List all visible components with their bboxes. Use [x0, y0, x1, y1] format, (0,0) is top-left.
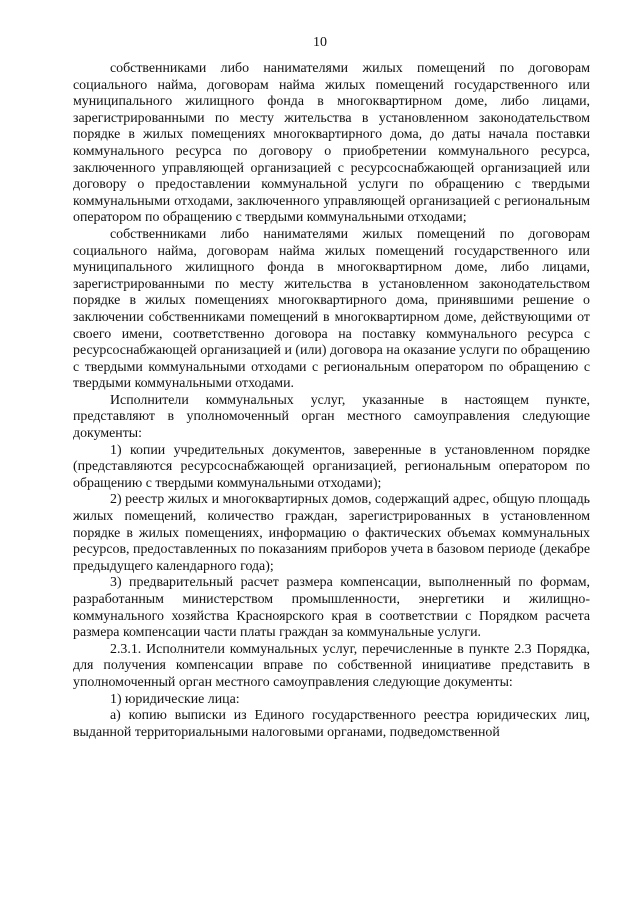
list-item-registry-extract: а) копию выписки из Единого государственного реестра юридических лиц, выданной территориальными налоговыми органами, подведомственной — [73, 708, 590, 740]
document-body — [73, 61, 590, 741]
paragraph-section-2-3-1: 2.3.1. Исполнители коммунальных услуг, перечисленные в пункте 2.3 Порядка, для получения компенсации вправе по собственной инициативе представить в уполномоченный орган местного самоуправления следующие документы: — [73, 641, 590, 690]
paragraph-owners-before-supply: собственниками либо нанимателями жилых помещений по договорам социального найма, договорам найма жилых помещений государственного или муниципального жилищного фонда в многоквартирном доме, либо лицами, зарегистрированными по месту жительства в установленном законодательством порядке в жилых помещениях многоквартирного дома, до даты начала поставки коммунального ресурса по договору о приобретении коммунального ресурса, заключенного управляющей организацией с ресурсоснабжающей организацией или договору о предоставлении коммунальной услуги по обращению с твердыми коммунальными отходами, заключенного управляющей организацией с региональным оператором по обращению с твердыми коммунальными отходами; — [73, 61, 590, 226]
paragraph-documents-intro: Исполнители коммунальных услуг, указанные в настоящем пункте, представляют в уполномоченный орган местного самоуправления следующие документы: — [73, 392, 590, 442]
list-item-preliminary-calculation: 3) предварительный расчет размера компенсации, выполненный по формам, разработанным министерством промышленности, энергетики и жилищно-коммунального хозяйства Красноярского края в соответствии с Порядком расчета размера компенсации части платы граждан за коммунальные услуги. — [73, 575, 590, 641]
list-item-legal-entities: 1) юридические лица: — [110, 691, 240, 707]
list-item-housing-register: 2) реестр жилых и многоквартирных домов, содержащий адрес, общую площадь жилых помещений, количество граждан, зарегистрированных в установленном порядке в жилых помещениях, информацию о фактических объемах коммунальных ресурсов, предоставленных по показаниям приборов учета в базовом периоде (декабре предыдущего календарного года); — [73, 492, 590, 574]
list-item-constituent-docs: 1) копии учредительных документов, заверенные в установленном порядке (представляются ресурсоснабжающей организацией, региональным оператором по обращению с твердыми коммунальными отходами); — [73, 442, 590, 491]
page-number: 10 — [313, 35, 327, 50]
paragraph-owners-decision: собственниками либо нанимателями жилых помещений по договорам социального найма, договорам найма жилых помещений государственного или муниципального жилищного фонда в многоквартирном доме, либо лицами, зарегистрированными по месту жительства в установленном законодательством порядке в жилых помещениях многоквартирного дома, принявшими решение о заключении собственниками помещений в многоквартирном доме, действующими от своего имени, соответственно договора на поставку коммунального ресурса с ресурсоснабжающей организацией и (или) договора на оказание услуги по обращению с твердыми коммунальными отходами с региональным оператором по обращению с твердыми коммунальными отходами. — [73, 226, 590, 392]
